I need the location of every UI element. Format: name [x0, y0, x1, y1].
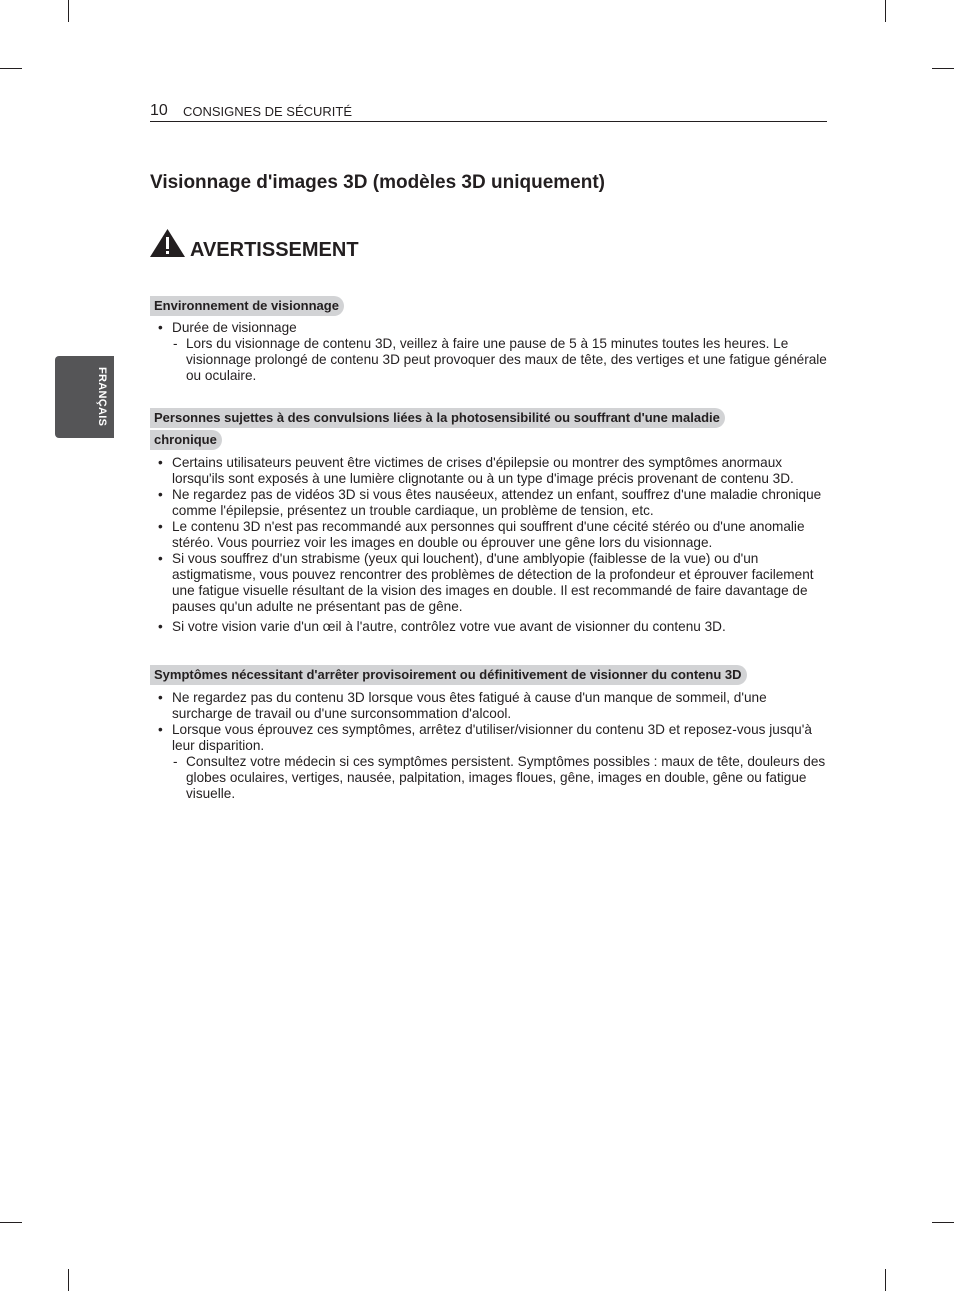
- crop-mark: [0, 68, 22, 69]
- language-tab-label: FRANÇAIS: [96, 367, 108, 427]
- list-item: • Si vous souffrez d'un strabisme (yeux qui louchent), d'une amblyopie (faiblesse de la vue) ou d'un astigmatisme, vous pouvez rencontrer des problèmes de détection de la profondeur et éprouver facilement une fatigue visuelle résultant de la vision des images en double. Il est recommandé de faire davantage de pauses qu'un adulte ne présentant pas de gêne.: [150, 551, 830, 615]
- crop-mark: [932, 1222, 954, 1223]
- crop-mark: [885, 1269, 886, 1291]
- list-subitem: - Consultez votre médecin si ces symptômes persistent. Symptômes possibles : maux de tête, douleurs des globes oculaires, vertiges, nausée, palpitation, images floues, gêne, images en double, gêne ou fatigue visuelle.: [150, 754, 830, 802]
- header-divider: [150, 121, 827, 122]
- crop-mark: [0, 1222, 22, 1223]
- page-title: Visionnage d'images 3D (modèles 3D uniquement): [150, 172, 605, 193]
- crop-mark: [68, 1269, 69, 1291]
- list-item: • Si votre vision varie d'un œil à l'autre, contrôlez votre vue avant de visionner du contenu 3D.: [150, 619, 830, 635]
- warning-triangle-icon: [149, 228, 186, 258]
- section-heading-continued: chronique: [150, 430, 222, 450]
- list-item: • Ne regardez pas du contenu 3D lorsque vous êtes fatigué à cause d'un manque de sommeil, d'une surcharge de travail ou d'une surconsommation d'alcool.: [150, 690, 830, 722]
- list-item: • Le contenu 3D n'est pas recommandé aux personnes qui souffrent d'une cécité stéréo ou d'une anomalie stéréo. Vous pourriez voir les images en double ou éprouver une gêne lors du visionnage.: [150, 519, 830, 551]
- section-heading: Personnes sujettes à des convulsions liées à la photosensibilité ou souffrant d'une maladie: [150, 408, 725, 428]
- crop-mark: [68, 0, 69, 22]
- section-body: [150, 690, 830, 802]
- page-number: 10: [150, 102, 168, 119]
- list-item: • Ne regardez pas de vidéos 3D si vous êtes nauséeux, attendez un enfant, souffrez d'une maladie chronique comme l'épilepsie, présentez un trouble cardiaque, un problème de tension, etc.: [150, 487, 830, 519]
- crop-mark: [932, 68, 954, 69]
- section-heading: Environnement de visionnage: [150, 296, 344, 316]
- list-item: • Durée de visionnage: [150, 320, 830, 336]
- warning-label: AVERTISSEMENT: [190, 239, 359, 261]
- list-item: • Lorsque vous éprouvez ces symptômes, arrêtez d'utiliser/visionner du contenu 3D et reposez-vous jusqu'à leur disparition.: [150, 722, 830, 754]
- crop-mark: [885, 0, 886, 22]
- section-body: [150, 320, 830, 384]
- section-body: [150, 455, 830, 635]
- list-item: • Certains utilisateurs peuvent être victimes de crises d'épilepsie ou montrer des symptômes anormaux lorsqu'ils sont exposés à une lumière clignotante ou à un type d'image précis provenant de contenu 3D.: [150, 455, 830, 487]
- section-heading: Symptômes nécessitant d'arrêter provisoirement ou définitivement de visionner du contenu 3D: [150, 665, 747, 685]
- list-subitem: - Lors du visionnage de contenu 3D, veillez à faire une pause de 5 à 15 minutes toutes les heures. Le visionnage prolongé de contenu 3D peut provoquer des maux de tête, des vertiges et une fatigue générale ou oculaire.: [150, 336, 830, 384]
- running-header: CONSIGNES DE SÉCURITÉ: [183, 104, 353, 119]
